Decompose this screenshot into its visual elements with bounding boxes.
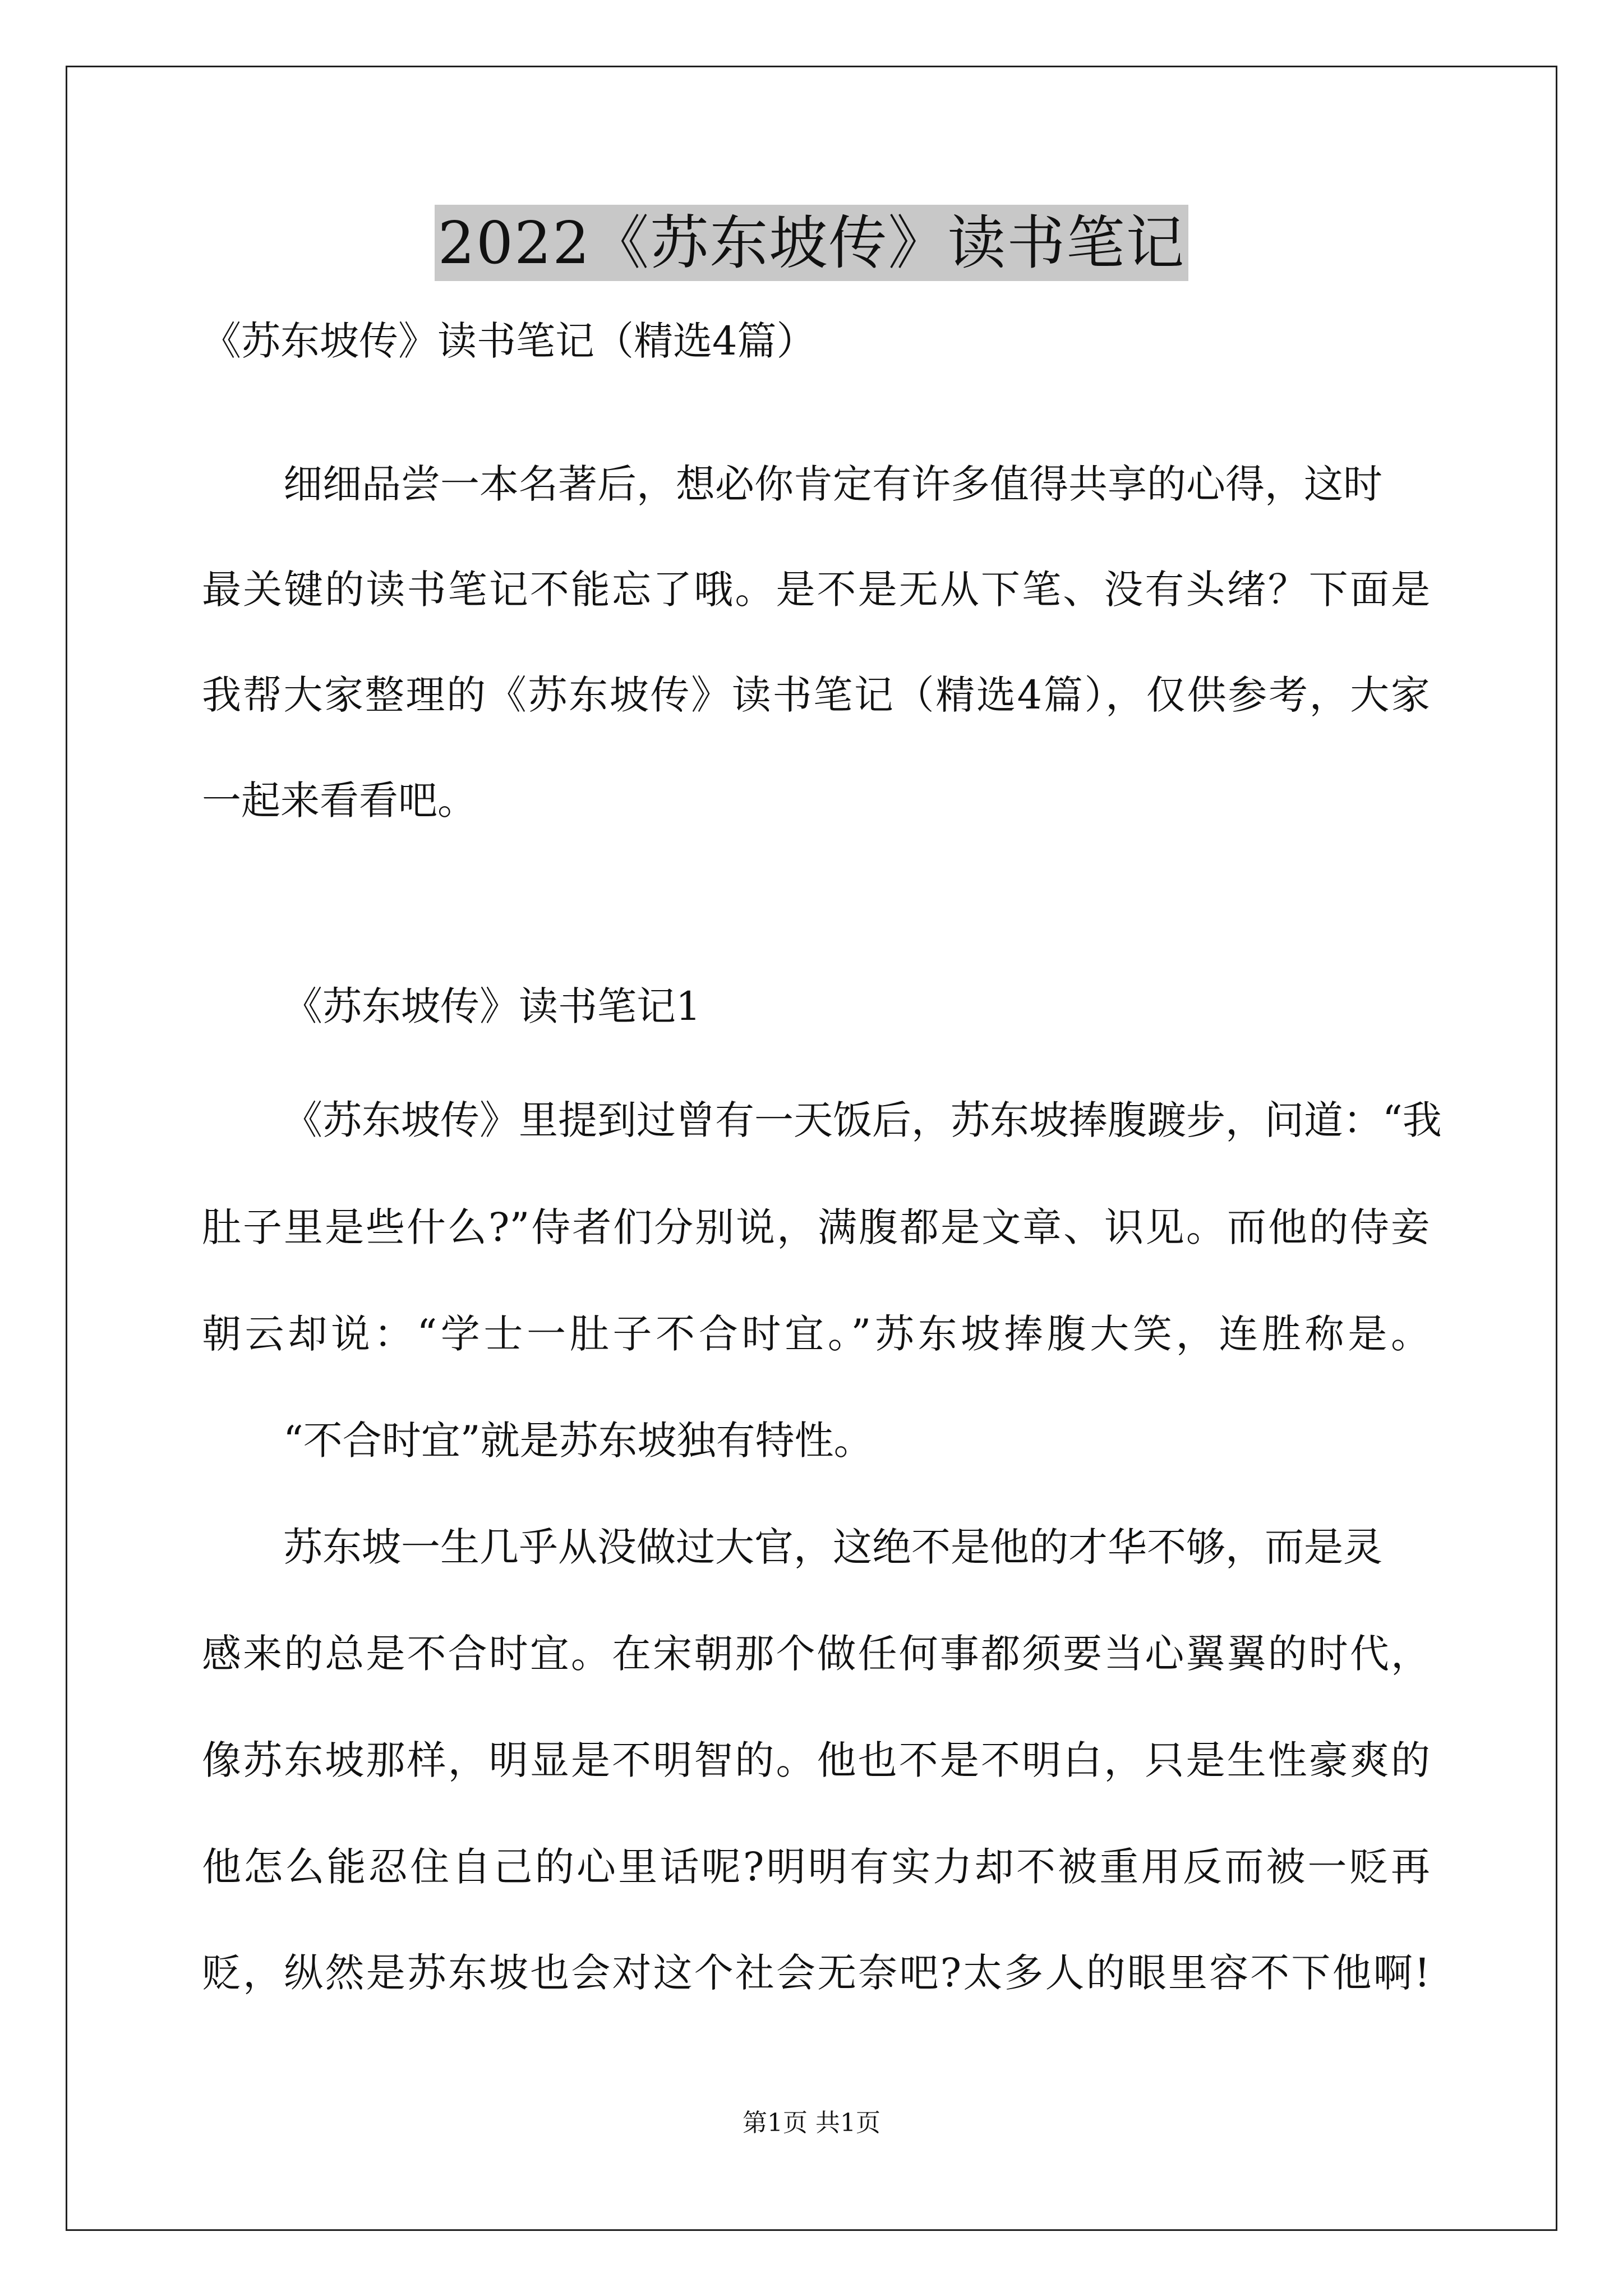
paragraph-line: 像苏东坡那样，明显是不明智的。他也不是不明白，只是生性豪爽的 (202, 1737, 1430, 1783)
intro-line: 一起来看看吧。 (202, 777, 477, 823)
page-footer: 第1页 共1页 (743, 2109, 880, 2137)
paragraph-line: 肚子里是些什么?”侍者们分别说，满腹都是文章、识见。而他的侍妾 (202, 1204, 1430, 1250)
document-subtitle: 《苏东坡传》读书笔记（精选4篇） (202, 318, 816, 364)
document-title: 2022《苏东坡传》读书笔记 (435, 205, 1189, 281)
intro-line: 我帮大家整理的《苏东坡传》读书笔记（精选4篇），仅供参考，大家 (202, 672, 1430, 718)
intro-line: 细细品尝一本名著后，想必你肯定有许多值得共享的心得，这时 (283, 461, 1382, 507)
section-heading: 《苏东坡传》读书笔记1 (283, 983, 701, 1029)
paragraph-line: 苏东坡一生几乎从没做过大官，这绝不是他的才华不够，而是灵 (283, 1524, 1382, 1570)
page-border (66, 66, 1557, 2231)
intro-line: 最关键的读书笔记不能忘了哦。是不是无从下笔、没有头绪？下面是 (202, 567, 1430, 613)
paragraph-line: 贬，纵然是苏东坡也会对这个社会无奈吧?太多人的眼里容不下他啊! (202, 1950, 1430, 1996)
title-container (0, 205, 1623, 281)
paragraph-line: 《苏东坡传》里提到过曾有一天饭后，苏东坡捧腹踱步，问道：“我 (283, 1097, 1442, 1143)
paragraph-line: 他怎么能忍住自己的心里话呢?明明有实力却不被重用反而被一贬再 (202, 1844, 1430, 1890)
paragraph-line: “不合时宜”就是苏东坡独有特性。 (283, 1418, 873, 1464)
paragraph-line: 朝云却说：“学士一肚子不合时宜。”苏东坡捧腹大笑，连胜称是。 (202, 1311, 1430, 1357)
paragraph-line: 感来的总是不合时宜。在宋朝那个做任何事都须要当心翼翼的时代， (202, 1631, 1430, 1677)
